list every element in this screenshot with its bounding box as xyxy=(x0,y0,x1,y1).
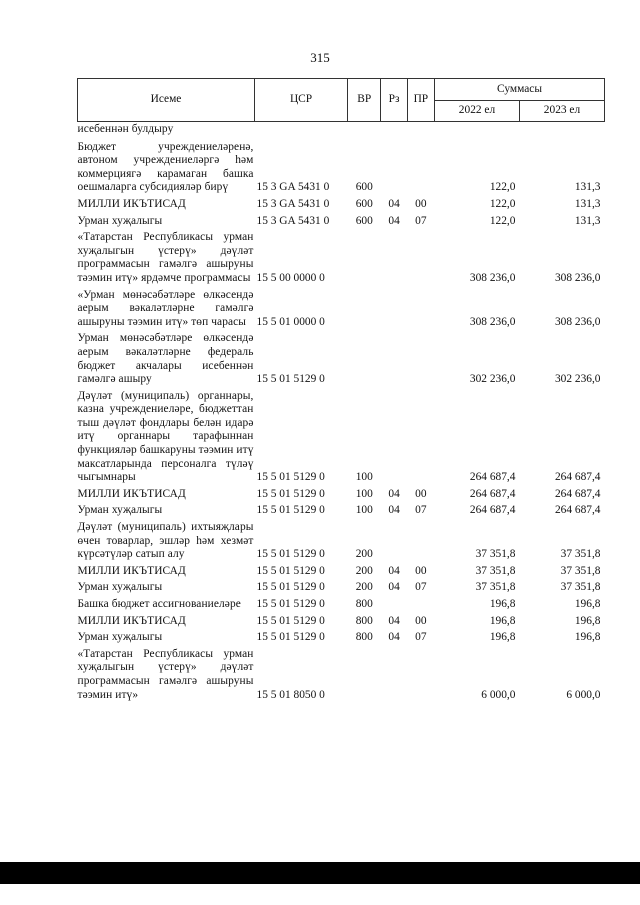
table-row xyxy=(78,488,605,505)
table-row xyxy=(78,215,605,232)
cell-sum-2023: 37 351,8 xyxy=(560,548,601,561)
table-row xyxy=(78,648,605,705)
cell-sum-2023: 302 236,0 xyxy=(554,373,601,386)
cell-csr: 15 3 GA 5431 0 xyxy=(256,214,330,227)
table-row xyxy=(78,615,605,632)
cell-pr: 07 xyxy=(415,631,427,644)
cell-vr: 800 xyxy=(355,598,373,610)
cell-sum-2023: 264 687,4 xyxy=(554,504,601,517)
table-row xyxy=(78,141,605,198)
cell-pr: 07 xyxy=(415,581,427,594)
cell-sum-2022: 196,8 xyxy=(489,614,516,627)
cell-name: МИЛЛИ ИКЪТИСАД xyxy=(77,197,186,210)
cell-rz: 04 xyxy=(388,581,400,594)
cell-name: Дәүләт (муниципаль) органнары, казна учреждениеләре, бюджеттан тыш дәүләт фондлары белән идарә итү органнары тарафыннан функцияләр башкаруны тәэмин итү максатларында персоналга түләү чыгымнары xyxy=(77,389,254,484)
cell-name: МИЛЛИ ИКЪТИСАД xyxy=(77,614,186,627)
cell-sum-2022: 196,8 xyxy=(489,598,516,610)
cell-csr xyxy=(255,122,348,141)
cell-name: Дәүләт (муниципаль) ихтыяҗлары өчен товарлар, эшләр һәм хезмәт күрсәтүләр сатып алу xyxy=(77,521,254,561)
cell-name: Урман хуҗалыгы xyxy=(77,581,163,594)
cell-name: Урман хуҗалыгы xyxy=(77,631,163,644)
cell-sum-2023: 196,8 xyxy=(574,614,601,627)
cell-rz: 04 xyxy=(388,214,400,227)
cell-vr: 100 xyxy=(355,487,373,500)
cell-pr: 07 xyxy=(415,504,427,517)
cell-pr xyxy=(407,390,434,488)
cell-sum-2023 xyxy=(519,122,604,141)
cell-vr: 600 xyxy=(355,197,373,210)
cell-sum-2023: 264 687,4 xyxy=(554,471,601,484)
cell-csr: 15 5 01 5129 0 xyxy=(256,614,325,627)
header-rz: Рз xyxy=(381,79,407,122)
cell-vr: 800 xyxy=(355,631,373,644)
cell-pr: 00 xyxy=(415,564,427,577)
scan-bottom-border xyxy=(0,862,640,884)
cell-csr: 15 5 01 5129 0 xyxy=(256,373,325,386)
table-row xyxy=(78,332,605,389)
header-vr: ВР xyxy=(348,79,381,122)
cell-rz xyxy=(381,122,407,141)
cell-csr: 15 5 01 5129 0 xyxy=(256,581,325,594)
cell-name: МИЛЛИ ИКЪТИСАД xyxy=(77,564,186,577)
cell-rz: 04 xyxy=(388,564,400,577)
cell-vr: 600 xyxy=(355,181,373,194)
cell-pr xyxy=(407,598,434,615)
cell-sum-2022 xyxy=(435,122,520,141)
cell-name: «Татарстан Республикасы урман хуҗалыгын үстерү» дәүләт программасын гамәлгә ашыруны тәэмин итү» ярдәмче программасы xyxy=(77,231,254,284)
cell-sum-2022: 122,0 xyxy=(489,197,516,210)
cell-vr xyxy=(348,231,381,288)
cell-pr xyxy=(407,289,434,333)
cell-csr: 15 5 01 5129 0 xyxy=(256,564,325,577)
header-csr: ЦСР xyxy=(255,79,348,122)
cell-rz xyxy=(381,289,407,333)
cell-sum-2022: 308 236,0 xyxy=(469,315,516,328)
table-row xyxy=(78,198,605,215)
cell-sum-2023: 308 236,0 xyxy=(554,315,601,328)
cell-rz xyxy=(381,231,407,288)
cell-vr xyxy=(348,289,381,333)
cell-rz: 04 xyxy=(388,631,400,644)
cell-sum-2023: 131,3 xyxy=(574,214,601,227)
cell-sum-2022: 122,0 xyxy=(489,181,516,194)
cell-csr: 15 5 01 5129 0 xyxy=(256,504,325,517)
cell-name: Башка бюджет ассигнованиеләре xyxy=(77,598,241,610)
cell-sum-2023: 131,3 xyxy=(574,197,601,210)
page-number: 315 xyxy=(310,50,330,65)
cell-name: «Урман мөнәсәбәтләре өлкәсендә аерым вәкаләтләрне гамәлгә ашыруны тәэмин итү» төп чарасы xyxy=(77,288,254,328)
header-year-2023: 2023 ел xyxy=(519,101,604,122)
cell-sum-2023: 37 351,8 xyxy=(560,581,601,594)
table-header xyxy=(78,79,605,122)
cell-csr: 15 5 01 5129 0 xyxy=(256,471,325,484)
cell-sum-2022: 302 236,0 xyxy=(469,373,516,386)
table-row xyxy=(78,231,605,288)
cell-pr: 00 xyxy=(415,487,427,500)
cell-sum-2022: 264 687,4 xyxy=(469,471,516,484)
cell-name: Урман хуҗалыгы xyxy=(77,504,163,517)
cell-name: исебеннән булдыру xyxy=(77,123,174,135)
cell-rz xyxy=(381,390,407,488)
cell-sum-2022: 264 687,4 xyxy=(469,504,516,517)
cell-pr xyxy=(407,231,434,288)
cell-sum-2022: 308 236,0 xyxy=(469,271,516,284)
cell-rz xyxy=(381,332,407,389)
cell-sum-2023: 196,8 xyxy=(574,631,601,644)
cell-vr xyxy=(348,648,381,705)
cell-sum-2022: 196,8 xyxy=(489,631,516,644)
header-sums: Суммасы xyxy=(435,79,605,101)
table-row xyxy=(78,122,605,141)
cell-vr: 200 xyxy=(355,564,373,577)
budget-table xyxy=(77,78,605,705)
table-row xyxy=(78,565,605,582)
cell-vr: 800 xyxy=(355,614,373,627)
cell-sum-2023: 6 000,0 xyxy=(566,688,601,701)
cell-vr: 100 xyxy=(355,504,373,517)
cell-rz: 04 xyxy=(388,504,400,517)
cell-rz: 04 xyxy=(388,614,400,627)
header-pr: ПР xyxy=(407,79,434,122)
cell-rz: 04 xyxy=(388,487,400,500)
cell-sum-2023: 37 351,8 xyxy=(560,564,601,577)
cell-pr xyxy=(407,521,434,565)
cell-sum-2022: 37 351,8 xyxy=(475,564,516,577)
cell-sum-2022: 37 351,8 xyxy=(475,548,516,561)
cell-name: МИЛЛИ ИКЪТИСАД xyxy=(77,487,186,500)
table-row xyxy=(78,521,605,565)
cell-rz xyxy=(381,521,407,565)
cell-vr: 100 xyxy=(355,471,373,484)
cell-rz xyxy=(381,141,407,198)
cell-csr: 15 3 GA 5431 0 xyxy=(256,181,330,194)
header-year-2022: 2022 ел xyxy=(435,101,520,122)
table-row xyxy=(78,631,605,648)
cell-name: Урман хуҗалыгы xyxy=(77,214,163,227)
cell-name: «Татарстан Республикасы урман хуҗалыгын үстерү» дәүләт программасын гамәлгә ашыруны тәэмин итү» xyxy=(77,647,254,701)
cell-sum-2022: 37 351,8 xyxy=(475,581,516,594)
cell-name: Урман мөнәсәбәтләре өлкәсендә аерым вәкаләтләрне федераль бюджет акчалары исебеннән гамәлгә ашыру xyxy=(77,332,254,386)
cell-csr: 15 5 01 5129 0 xyxy=(256,631,325,644)
table-body xyxy=(78,122,605,706)
table-row xyxy=(78,581,605,598)
cell-csr: 15 5 01 5129 0 xyxy=(256,598,325,610)
cell-sum-2022: 264 687,4 xyxy=(469,487,516,500)
cell-vr: 200 xyxy=(355,581,373,594)
cell-sum-2023: 131,3 xyxy=(574,181,601,194)
cell-csr: 15 5 00 0000 0 xyxy=(256,271,325,284)
cell-rz xyxy=(381,598,407,615)
cell-vr: 600 xyxy=(355,214,373,227)
cell-rz xyxy=(381,648,407,705)
cell-pr xyxy=(407,122,434,141)
cell-pr xyxy=(407,141,434,198)
cell-pr xyxy=(407,332,434,389)
table-row xyxy=(78,598,605,615)
cell-sum-2023: 308 236,0 xyxy=(554,271,601,284)
header-name: Исеме xyxy=(78,79,255,122)
cell-pr: 00 xyxy=(415,197,427,210)
cell-vr: 200 xyxy=(355,548,373,561)
cell-sum-2022: 122,0 xyxy=(489,214,516,227)
cell-sum-2023: 196,8 xyxy=(574,598,601,610)
cell-csr: 15 5 01 8050 0 xyxy=(256,688,325,701)
cell-csr: 15 5 01 0000 0 xyxy=(256,315,325,328)
cell-sum-2022: 6 000,0 xyxy=(481,688,516,701)
cell-csr: 15 3 GA 5431 0 xyxy=(256,197,330,210)
cell-vr xyxy=(348,122,381,141)
cell-pr: 00 xyxy=(415,614,427,627)
cell-pr xyxy=(407,648,434,705)
table-row xyxy=(78,289,605,333)
cell-csr: 15 5 01 5129 0 xyxy=(256,487,325,500)
cell-csr: 15 5 01 5129 0 xyxy=(256,548,325,561)
cell-vr xyxy=(348,332,381,389)
cell-name: Бюджет учреждениеләренә, автоном учреждениеләргә һәм коммерциягә карамаган башка оешмаларга субсидияләр бирү xyxy=(77,140,254,194)
cell-pr: 07 xyxy=(415,214,427,227)
cell-rz: 04 xyxy=(388,197,400,210)
cell-sum-2023: 264 687,4 xyxy=(554,487,601,500)
table-row xyxy=(78,504,605,521)
table-row xyxy=(78,390,605,488)
